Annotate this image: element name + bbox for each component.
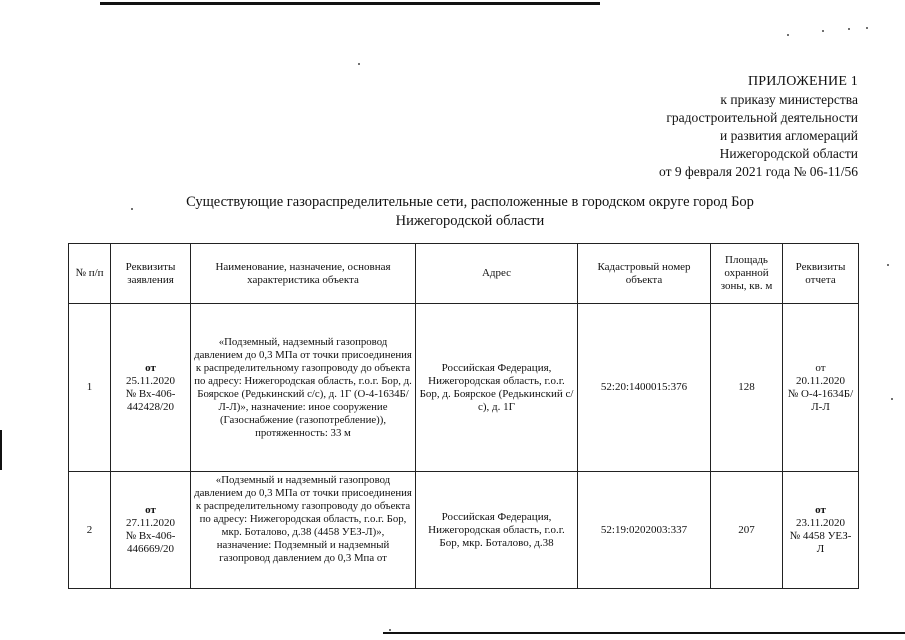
scan-speck (866, 27, 868, 29)
cell-address: Российская Федерация, Нижегородская область, г.о.г. Бор, мкр. Боталово, д.38 (416, 472, 578, 589)
scan-edge-left (0, 430, 2, 470)
header-report: Реквизиты отчета (783, 244, 859, 304)
cell-description: «Подземный и надземный газопровод давлением до 0,3 МПа от точки присоединения к распределительному газопроводу до объекта по адресу: Нижегородская область, г.о.г. Бор, мкр. Боталово, д.38 (4458 УЕЗ-Л)», назначение: Подземный и надземный газопровод давлением до 0,3 Мпа от (191, 472, 416, 589)
scan-speck (131, 208, 133, 210)
scan-speck (787, 34, 789, 36)
request-number: № Вх-406-446669/20 (125, 530, 176, 555)
cell-num: 1 (69, 304, 111, 472)
header-address: Адрес (416, 244, 578, 304)
header-request: Реквизиты заявления (111, 244, 191, 304)
request-prefix: от (145, 504, 156, 516)
cell-num: 2 (69, 472, 111, 589)
report-prefix: от (815, 361, 826, 374)
appendix-line: от 9 февраля 2021 года № 06-11/56 (659, 164, 858, 179)
cell-area: 207 (711, 472, 783, 589)
title-line: Нижегородской области (395, 213, 545, 229)
cell-request (111, 472, 191, 589)
appendix-line: и развития агломераций (719, 128, 858, 143)
scan-speck (887, 264, 889, 266)
report-number: № О-4-1634Б/Л-Л (787, 387, 854, 413)
request-prefix: от (145, 361, 156, 374)
gas-networks-table (68, 243, 859, 589)
title-line: Существующие газораспределительные сети, расположенные в городском округе город Бор (186, 194, 754, 210)
request-number: № Вх-406-442428/20 (125, 387, 176, 413)
cell-cadastral: 52:19:0202003:337 (578, 472, 711, 589)
header-description: Наименование, назначение, основная характеристика объекта (191, 244, 416, 304)
appendix-heading: ПРИЛОЖЕНИЕ 1 (747, 74, 858, 89)
table-header-row (69, 244, 859, 304)
cell-description: «Подземный, надземный газопровод давлением до 0,3 МПа от точки присоединения к распределительному газопроводу до объекта по адресу: Нижегородская область, г.о.г. Бор, д. Боярское (Редькинский с/с), д. 1Г (О-4-1634Б/Л-Л)», назначение: иное сооружение (Газоснабжение (газопотребление)), протяженность: 33 м (191, 304, 416, 472)
scan-speck (848, 28, 850, 30)
scan-edge-bottom (383, 632, 905, 634)
header-cadastral: Кадастровый номер объекта (578, 244, 711, 304)
scan-speck (358, 63, 360, 65)
scan-speck (891, 398, 893, 400)
header-num: № п/п (69, 244, 111, 304)
appendix-line: градостроительной деятельности (666, 110, 858, 125)
report-number: № 4458 УЕЗ-Л (789, 530, 852, 555)
table-row (69, 304, 859, 472)
report-date: 23.11.2020 (795, 517, 846, 529)
request-date: 25.11.2020 (125, 374, 176, 387)
appendix-line: Нижегородской области (719, 146, 858, 161)
cell-report (783, 472, 859, 589)
appendix-block (558, 73, 858, 181)
cell-report (783, 304, 859, 472)
document-title (150, 193, 790, 231)
scan-speck (822, 30, 824, 32)
scan-speck (389, 629, 391, 631)
request-date: 27.11.2020 (125, 517, 176, 529)
report-prefix: от (815, 504, 826, 516)
cell-request (111, 304, 191, 472)
cell-cadastral: 52:20:1400015:376 (578, 304, 711, 472)
cell-area: 128 (711, 304, 783, 472)
table-row (69, 472, 859, 589)
scan-edge-top (100, 2, 600, 5)
report-date: 20.11.2020 (795, 374, 846, 387)
header-area: Площадь охранной зоны, кв. м (711, 244, 783, 304)
cell-address: Российская Федерация, Нижегородская область, г.о.г. Бор, д. Боярское (Редькинский с/с), д. 1Г (416, 304, 578, 472)
appendix-line: к приказу министерства (720, 92, 858, 107)
